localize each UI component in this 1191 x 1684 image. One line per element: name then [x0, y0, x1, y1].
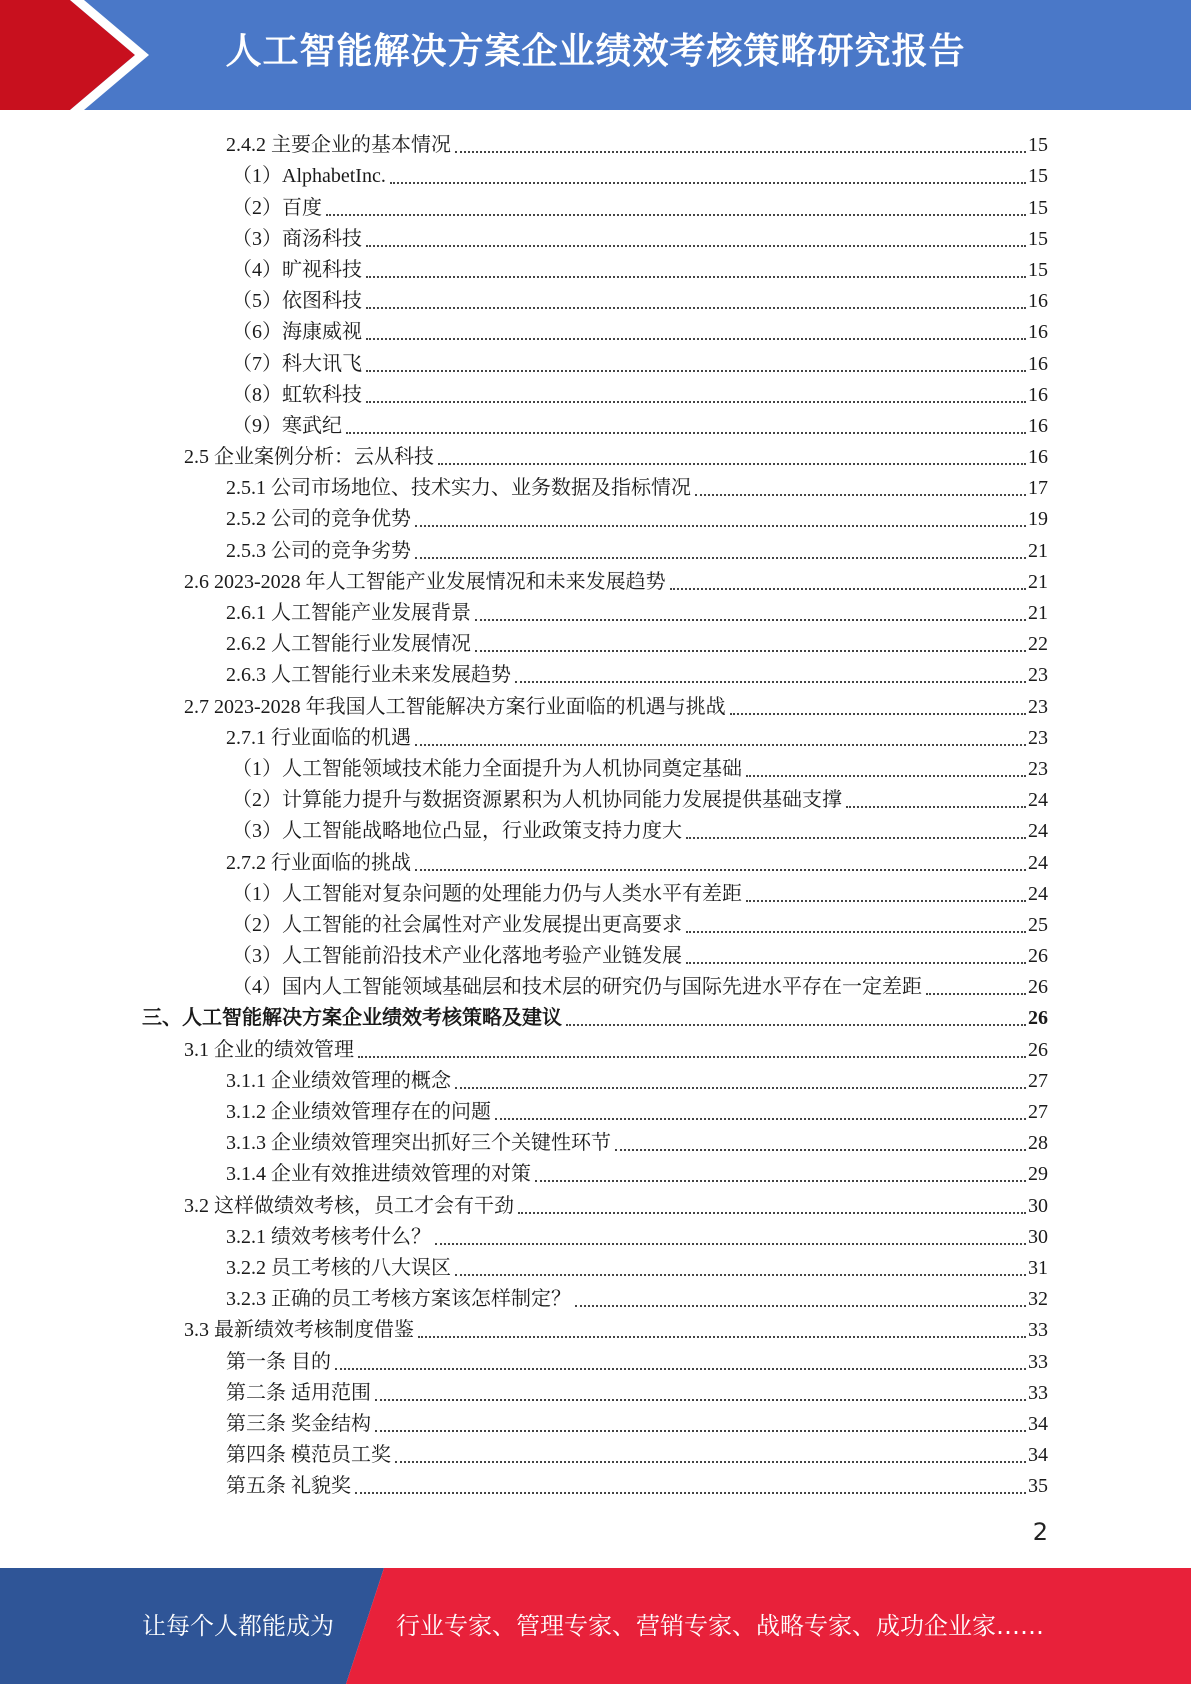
toc-dot-leader	[366, 401, 1026, 403]
toc-dot-leader	[518, 1212, 1026, 1214]
toc-entry-page: 26	[1028, 945, 1048, 968]
toc-entry-page: 33	[1028, 1350, 1048, 1373]
toc-entry-title: （6）海康威视	[232, 321, 362, 344]
toc-entry-title: 2.6 2023-2028 年人工智能产业发展情况和未来发展趋势	[184, 570, 666, 593]
toc-entry-page: 15	[1028, 227, 1048, 250]
toc-dot-leader	[375, 1399, 1026, 1401]
toc-entry-page: 16	[1028, 383, 1048, 406]
toc-entry[interactable]	[0, 938, 1191, 969]
toc-dot-leader	[686, 837, 1026, 839]
toc-entry-page: 33	[1028, 1381, 1048, 1404]
toc-entry-title: 2.6.3 人工智能行业未来发展趋势	[226, 664, 511, 687]
toc-dot-leader	[455, 151, 1026, 153]
toc-entry-title: （8）虹软科技	[232, 383, 362, 406]
toc-entry-title: 2.5.1 公司市场地位、技术实力、业务数据及指标情况	[226, 477, 691, 500]
toc-entry-page: 32	[1028, 1288, 1048, 1311]
toc-entry-title: 第三条 奖金结构	[226, 1412, 371, 1435]
toc-entry[interactable]	[0, 751, 1191, 782]
toc-entry[interactable]	[0, 1094, 1191, 1125]
toc-entry-title: （3）商汤科技	[232, 227, 362, 250]
toc-dot-leader	[326, 214, 1026, 216]
toc-entry-page: 15	[1028, 165, 1048, 188]
toc-entry-title: 2.7.1 行业面临的机遇	[226, 726, 411, 749]
toc-dot-leader	[686, 962, 1026, 964]
toc-entry[interactable]	[0, 1468, 1191, 1499]
toc-entry-title: （1）人工智能对复杂问题的处理能力仍与人类水平有差距	[232, 882, 742, 905]
toc-entry-page: 15	[1028, 258, 1048, 281]
toc-entry-title: 3.2.3 正确的员工考核方案该怎样制定？	[226, 1288, 571, 1311]
page-number: 2	[1032, 1518, 1048, 1546]
page-header	[0, 0, 1191, 110]
toc-entry[interactable]	[0, 1343, 1191, 1374]
toc-dot-leader	[475, 650, 1026, 652]
toc-dot-leader	[366, 276, 1026, 278]
toc-entry-title: 3.2 这样做绩效考核，员工才会有干劲	[184, 1194, 514, 1217]
toc-entry[interactable]	[0, 813, 1191, 844]
toc-dot-leader	[366, 370, 1026, 372]
toc-dot-leader	[566, 1024, 1026, 1026]
toc-entry[interactable]	[0, 1406, 1191, 1437]
toc-entry[interactable]	[0, 1250, 1191, 1281]
toc-entry[interactable]	[0, 1219, 1191, 1250]
toc-dot-leader	[455, 1274, 1026, 1276]
toc-entry-title: 3.1.2 企业绩效管理存在的问题	[226, 1101, 491, 1123]
toc-entry-title: （2）人工智能的社会属性对产业发展提出更高要求	[232, 913, 682, 936]
toc-entry-page: 29	[1028, 1163, 1048, 1186]
toc-entry[interactable]	[0, 1031, 1191, 1062]
toc-dot-leader	[535, 1180, 1026, 1182]
toc-entry-page: 30	[1028, 1194, 1048, 1217]
toc-entry[interactable]	[0, 314, 1191, 345]
toc-entry-page: 15	[1028, 196, 1048, 219]
toc-entry-page: 33	[1028, 1319, 1048, 1342]
toc-entry-page: 24	[1028, 820, 1048, 843]
toc-dot-leader	[435, 1243, 1026, 1245]
toc-dot-leader	[926, 993, 1026, 995]
toc-entry[interactable]	[0, 1063, 1191, 1094]
toc-entry[interactable]	[0, 221, 1191, 252]
toc-entry-page: 25	[1028, 913, 1048, 936]
toc-dot-leader	[730, 713, 1026, 715]
toc-entry-page: 15	[1028, 134, 1048, 157]
toc-entry-page: 16	[1028, 352, 1048, 375]
toc-entry-page: 23	[1028, 695, 1048, 718]
toc-entry-page: 26	[1028, 1007, 1048, 1030]
toc-entry-page: 23	[1028, 757, 1048, 780]
toc-entry[interactable]	[0, 595, 1191, 626]
toc-entry-page: 24	[1028, 789, 1048, 812]
toc-entry-title: 2.7 2023-2028 年我国人工智能解决方案行业面临的机遇与挑战	[184, 695, 726, 718]
toc-entry[interactable]	[0, 1156, 1191, 1187]
toc-entry[interactable]	[0, 564, 1191, 595]
toc-entry-page: 35	[1028, 1475, 1048, 1498]
toc-entry-title: 第五条 礼貌奖	[226, 1475, 351, 1498]
page-footer	[0, 1568, 1191, 1684]
toc-entry[interactable]	[0, 1437, 1191, 1468]
toc-entry-page: 24	[1028, 882, 1048, 905]
toc-entry-title: 3.1.1 企业绩效管理的概念	[226, 1069, 451, 1092]
toc-entry-title: （3）人工智能前沿技术产业化落地考验产业链发展	[232, 945, 682, 968]
toc-entry-page: 23	[1028, 664, 1048, 687]
toc-dot-leader	[395, 1461, 1026, 1463]
toc-dot-leader	[415, 744, 1026, 746]
toc-entry-title: （2）百度	[232, 196, 322, 219]
toc-entry-page: 34	[1028, 1412, 1048, 1435]
toc-dot-leader	[335, 1368, 1026, 1370]
toc-dot-leader	[515, 681, 1026, 683]
toc-dot-leader	[575, 1305, 1026, 1307]
toc-entry[interactable]	[0, 720, 1191, 751]
toc-entry-page: 27	[1028, 1101, 1048, 1123]
toc-entry-page: 31	[1028, 1256, 1048, 1279]
toc-entry[interactable]	[0, 252, 1191, 283]
toc-entry-title: 2.4.2 主要企业的基本情况	[226, 134, 451, 157]
toc-entry-title: 2.6.1 人工智能产业发展背景	[226, 602, 471, 624]
toc-dot-leader	[686, 931, 1026, 933]
toc-dot-leader	[455, 1087, 1026, 1089]
toc-entry-page: 26	[1028, 976, 1048, 999]
toc-entry-title: （7）科大讯飞	[232, 352, 362, 375]
toc-entry-title: （1）AlphabetInc.	[232, 165, 386, 188]
toc-entry-page: 30	[1028, 1225, 1048, 1248]
toc-entry-title: 三、人工智能解决方案企业绩效考核策略及建议	[142, 1007, 562, 1030]
toc-entry[interactable]	[0, 501, 1191, 532]
toc-entry-page: 24	[1028, 851, 1048, 874]
toc-entry-title: （5）依图科技	[232, 290, 362, 313]
toc-entry-title: 3.1.3 企业绩效管理突出抓好三个关键性环节	[226, 1132, 611, 1155]
toc-entry[interactable]	[0, 1187, 1191, 1218]
toc-entry-page: 16	[1028, 414, 1048, 437]
toc-entry-title: 3.1.4 企业有效推进绩效管理的对策	[226, 1163, 531, 1186]
toc-entry-page: 21	[1028, 539, 1048, 562]
toc-dot-leader	[415, 525, 1026, 527]
toc-entry[interactable]	[0, 127, 1191, 158]
toc-entry[interactable]	[0, 844, 1191, 875]
toc-entry-title: 2.5 企业案例分析：云从科技	[184, 446, 434, 469]
toc-dot-leader	[418, 1336, 1026, 1338]
toc-entry[interactable]	[0, 1000, 1191, 1031]
toc-dot-leader	[475, 619, 1026, 621]
toc-entry[interactable]	[0, 969, 1191, 1000]
footer-slogan-left: 让每个人都能成为	[142, 1612, 334, 1640]
toc-entry[interactable]	[0, 345, 1191, 376]
toc-entry[interactable]	[0, 657, 1191, 688]
toc-dot-leader	[670, 588, 1026, 590]
toc-entry-title: 3.1 企业的绩效管理	[184, 1038, 354, 1061]
toc-entry[interactable]	[0, 782, 1191, 813]
toc-entry[interactable]	[0, 1125, 1191, 1156]
toc-entry-title: （9）寒武纪	[232, 414, 342, 437]
toc-dot-leader	[415, 869, 1026, 871]
toc-entry[interactable]	[0, 283, 1191, 314]
toc-entry[interactable]	[0, 439, 1191, 470]
toc-dot-leader	[366, 245, 1026, 247]
toc-dot-leader	[746, 775, 1026, 777]
toc-dot-leader	[346, 432, 1026, 434]
toc-entry-title: 3.3 最新绩效考核制度借鉴	[184, 1319, 414, 1342]
toc-dot-leader	[390, 182, 1026, 184]
toc-entry[interactable]	[0, 189, 1191, 220]
toc-entry-page: 16	[1028, 290, 1048, 313]
toc-entry[interactable]	[0, 688, 1191, 719]
toc-entry-title: 第二条 适用范围	[226, 1381, 371, 1404]
toc-dot-leader	[495, 1118, 1026, 1120]
toc-entry-title: 2.6.2 人工智能行业发展情况	[226, 633, 471, 656]
toc-entry-title: 3.2.1 绩效考核考什么？	[226, 1225, 431, 1248]
toc-dot-leader	[375, 1430, 1026, 1432]
toc-entry[interactable]	[0, 1375, 1191, 1406]
toc-entry-title: 3.2.2 员工考核的八大误区	[226, 1256, 451, 1279]
toc-dot-leader	[358, 1056, 1026, 1058]
toc-entry-page: 23	[1028, 726, 1048, 749]
toc-entry-title: 2.7.2 行业面临的挑战	[226, 851, 411, 874]
toc-entry[interactable]	[0, 377, 1191, 408]
toc-entry-page: 16	[1028, 321, 1048, 344]
table-of-contents	[0, 127, 1191, 1499]
toc-entry-title: （1）人工智能领域技术能力全面提升为人机协同奠定基础	[232, 757, 742, 780]
toc-dot-leader	[695, 494, 1026, 496]
toc-entry[interactable]	[0, 470, 1191, 501]
toc-entry-page: 21	[1028, 602, 1048, 624]
toc-entry-title: （3）人工智能战略地位凸显，行业政策支持力度大	[232, 820, 682, 843]
toc-entry-page: 17	[1028, 477, 1048, 500]
toc-entry-page: 19	[1028, 508, 1048, 531]
toc-entry[interactable]	[0, 1281, 1191, 1312]
toc-entry-title: 2.5.2 公司的竞争优势	[226, 508, 411, 531]
toc-dot-leader	[355, 1492, 1026, 1494]
toc-entry-title: 第一条 目的	[226, 1350, 331, 1373]
toc-entry-title: （2）计算能力提升与数据资源累积为人机协同能力发展提供基础支撑	[232, 789, 842, 812]
toc-dot-leader	[615, 1149, 1026, 1151]
toc-entry[interactable]	[0, 1312, 1191, 1343]
toc-entry-page: 21	[1028, 570, 1048, 593]
toc-entry[interactable]	[0, 408, 1191, 439]
footer-slogan-right: 行业专家、管理专家、营销专家、战略专家、成功企业家……	[396, 1612, 1044, 1640]
toc-entry-page: 22	[1028, 633, 1048, 656]
toc-entry-page: 16	[1028, 446, 1048, 469]
toc-entry-title: （4）旷视科技	[232, 258, 362, 281]
header-arrow-decoration	[0, 0, 160, 110]
toc-entry[interactable]	[0, 532, 1191, 563]
toc-entry-page: 26	[1028, 1038, 1048, 1061]
toc-dot-leader	[438, 463, 1026, 465]
toc-entry-page: 34	[1028, 1444, 1048, 1467]
toc-dot-leader	[415, 557, 1026, 559]
toc-entry-title: （4）国内人工智能领域基础层和技术层的研究仍与国际先进水平存在一定差距	[232, 976, 922, 999]
toc-dot-leader	[746, 900, 1026, 902]
toc-dot-leader	[366, 338, 1026, 340]
toc-dot-leader	[846, 806, 1026, 808]
toc-entry-title: 2.5.3 公司的竞争劣势	[226, 539, 411, 562]
toc-dot-leader	[366, 307, 1026, 309]
page-title: 人工智能解决方案企业绩效考核策略研究报告	[225, 31, 966, 72]
toc-entry-page: 27	[1028, 1069, 1048, 1092]
toc-entry[interactable]	[0, 626, 1191, 657]
toc-entry[interactable]	[0, 907, 1191, 938]
toc-entry-title: 第四条 模范员工奖	[226, 1444, 391, 1467]
toc-entry[interactable]	[0, 158, 1191, 189]
toc-entry[interactable]	[0, 876, 1191, 907]
toc-entry-page: 28	[1028, 1132, 1048, 1155]
